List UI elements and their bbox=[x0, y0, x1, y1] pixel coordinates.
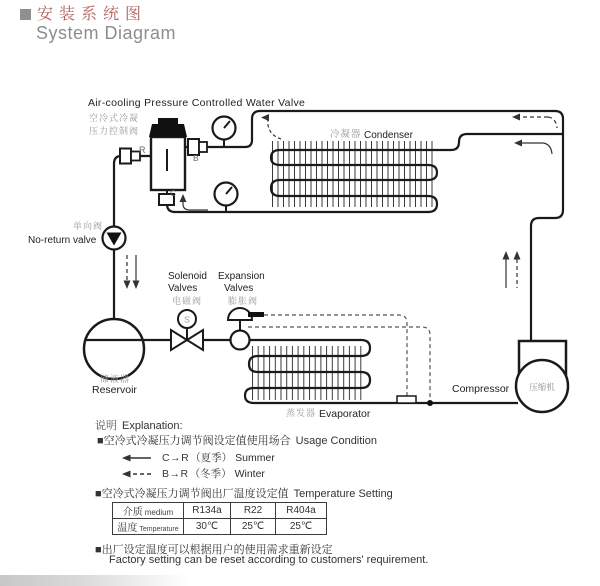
port-r-label: R bbox=[139, 145, 146, 155]
condenser-label-cn: 冷凝器 bbox=[330, 129, 362, 140]
temperature-en: Temperature bbox=[139, 526, 179, 533]
summer-season-cn: （夏季） bbox=[190, 452, 233, 464]
cell-medium-header bbox=[113, 503, 184, 519]
summer-route: C→R bbox=[162, 451, 190, 464]
medium-en: medium bbox=[144, 508, 174, 517]
summer-label: Summer bbox=[235, 451, 275, 464]
cell-temp-r22: 25℃ bbox=[231, 519, 276, 535]
medium-cn: 介质 bbox=[122, 507, 143, 518]
reservoir-label-cn: 储液器 bbox=[100, 374, 131, 384]
solenoid-valve bbox=[171, 310, 203, 350]
explanation-heading-cn: 说明 bbox=[95, 420, 117, 432]
solenoid-symbol: S bbox=[184, 314, 190, 325]
winter-season-cn: （冬季） bbox=[189, 468, 232, 480]
cell-r22: R22 bbox=[231, 503, 276, 519]
cell-temperature-header bbox=[113, 519, 184, 535]
winter-flow-arrow-valve bbox=[261, 114, 281, 139]
usage-condition-en: Usage Condition bbox=[295, 435, 377, 447]
summer-flow-arrow-c-port bbox=[180, 194, 209, 210]
factory-reset-note-en: Factory setting can be reset according to customers' requirement. bbox=[109, 554, 429, 566]
temperature-cn: 温度 bbox=[117, 523, 138, 534]
water-valve-label-cn2: 压力控制阀 bbox=[89, 126, 140, 136]
compressor-label-cn: 压缩机 bbox=[529, 382, 555, 392]
reservoir-label-en: Reservoir bbox=[92, 384, 137, 396]
no-return-label-en: No-return valve bbox=[28, 235, 97, 246]
legend-summer bbox=[121, 450, 275, 465]
solenoid-label-en2: Valves bbox=[168, 283, 198, 294]
port-b-label: B bbox=[193, 153, 199, 163]
condenser-label-en: Condenser bbox=[364, 130, 413, 141]
factory-reset-note-cn: ■出厂设定温度可以根据用户的使用需求重新设定 bbox=[95, 544, 333, 556]
winter-flow-arrow bbox=[121, 469, 153, 479]
winter-flow-arrow-top-right bbox=[512, 114, 557, 129]
no-return-valve bbox=[103, 227, 126, 250]
expansion-label-en2: Valves bbox=[224, 283, 254, 294]
temperature-table bbox=[112, 502, 327, 535]
port-c-label: C bbox=[170, 188, 177, 198]
water-valve-label-cn1: 空冷式冷凝 bbox=[89, 113, 140, 123]
no-return-label-cn: 单向阀 bbox=[73, 221, 104, 231]
temperature-setting-en: Temperature Setting bbox=[293, 488, 393, 500]
expansion-label-en1: Expansion bbox=[218, 271, 265, 282]
expansion-valve bbox=[228, 308, 264, 350]
cell-r134a: R134a bbox=[184, 503, 231, 519]
winter-label: Winter bbox=[234, 467, 265, 480]
expansion-label-cn: 膨胀阀 bbox=[228, 296, 259, 306]
cell-temp-r134a: 30℃ bbox=[184, 519, 231, 535]
compressor bbox=[516, 341, 568, 412]
winter-route: B→R bbox=[162, 467, 189, 480]
down-flow-arrows-no-return bbox=[124, 255, 140, 289]
expansion-valve-body bbox=[231, 331, 250, 350]
scan-shadow-artifact bbox=[0, 575, 190, 586]
table-row-medium bbox=[113, 503, 327, 519]
cell-r404a: R404a bbox=[276, 503, 327, 519]
evaporator-label-en: Evaporator bbox=[319, 408, 371, 420]
legend-winter bbox=[121, 466, 265, 481]
summer-flow-arrow bbox=[121, 453, 153, 463]
pressure-gauges bbox=[213, 117, 238, 214]
water-valve-label-en: Air-cooling Pressure Controlled Water Valve bbox=[88, 97, 306, 109]
sensing-bulb bbox=[397, 396, 416, 403]
temperature-setting-cn: ■空冷式冷凝压力调节阀出厂温度设定值 bbox=[95, 488, 289, 500]
solenoid-label-cn: 电磁阀 bbox=[172, 296, 203, 306]
solenoid-label-en1: Solenoid bbox=[168, 271, 207, 282]
junction-dot bbox=[427, 400, 433, 406]
water-valve-cap bbox=[149, 124, 187, 137]
table-row-temperature bbox=[113, 519, 327, 535]
compressor-label-en: Compressor bbox=[452, 383, 510, 395]
cell-temp-r404a: 25℃ bbox=[276, 519, 327, 535]
capillary-stub bbox=[248, 312, 264, 317]
up-flow-arrows-riser bbox=[503, 251, 521, 288]
explanation-heading-en: Explanation: bbox=[122, 420, 183, 432]
reservoir-vessel bbox=[84, 319, 144, 379]
summer-flow-arrow-top-right bbox=[514, 140, 552, 155]
page-title-chinese: 安装系统图 bbox=[37, 6, 148, 23]
temperature-setting-heading bbox=[95, 485, 393, 501]
usage-condition-cn: ■空冷式冷凝压力调节阀设定值使用场合 bbox=[97, 435, 291, 447]
usage-condition-heading bbox=[97, 432, 377, 448]
page-title-english: System Diagram bbox=[36, 23, 177, 43]
evaporator-label-cn: 蒸发器 bbox=[286, 408, 317, 418]
explanation-heading bbox=[95, 417, 183, 433]
